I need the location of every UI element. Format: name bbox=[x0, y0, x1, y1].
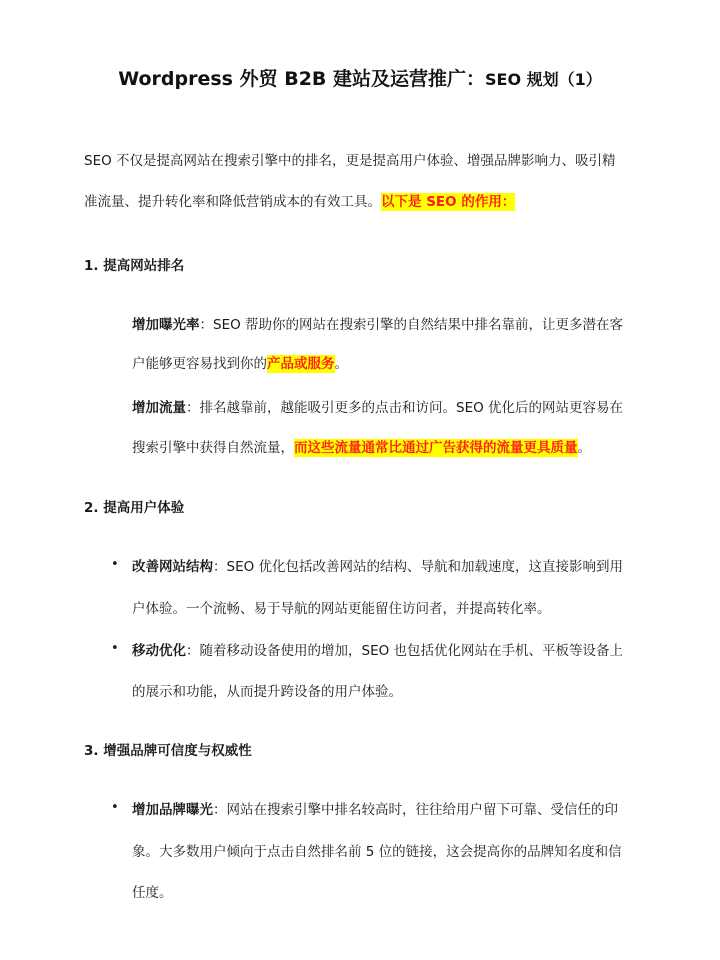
s1-item1-text1: ：SEO 帮助你的网站在搜索引擎的自然结果中排名靠前，让更多潜在客 bbox=[199, 317, 624, 333]
s2-item1-term: 改善网站结构 bbox=[132, 559, 213, 575]
s1-item2-tail: 。 bbox=[577, 440, 591, 456]
s3-item1-line2: 象。大多数用户倾向于点击自然排名前 5 位的链接，这会提高你的品牌知名度和信 bbox=[132, 844, 622, 860]
s2-item2-line1 bbox=[132, 639, 623, 659]
title-sub: SEO 规划（1） bbox=[485, 70, 602, 89]
section-3-heading: 3. 增强品牌可信度与权威性 bbox=[84, 743, 252, 759]
s2-item2-line2: 的展示和功能，从而提升跨设备的用户体验。 bbox=[132, 684, 402, 700]
intro-highlight: 以下是 SEO 的作用： bbox=[381, 194, 516, 210]
s1-item2-highlight: 而这些流量通常比通过广告获得的流量更具质量 bbox=[294, 440, 578, 456]
title-main: Wordpress 外贸 B2B 建站及运营推广： bbox=[118, 68, 486, 90]
s1-item1-tail: 。 bbox=[334, 356, 348, 372]
section-1-heading: 1. 提高网站排名 bbox=[84, 258, 185, 274]
s2-item2-term: 移动优化 bbox=[132, 643, 186, 659]
s1-item1-term: 增加曝光率 bbox=[132, 317, 200, 333]
s3-item1-line3: 任度。 bbox=[132, 885, 173, 901]
s3-item1-term: 增加品牌曝光 bbox=[132, 802, 213, 818]
s1-item2-text2: 搜索引擎中获得自然流量， bbox=[132, 440, 294, 456]
intro-line-1: SEO 不仅是提高网站在搜索引擎中的排名，更是提高用户体验、增强品牌影响力、吸引精 bbox=[84, 153, 616, 169]
s2-item2-text1: ：随着移动设备使用的增加，SEO 也包括优化网站在手机、平板等设备上 bbox=[186, 643, 624, 659]
s1-item2-text1: ：排名越靠前，越能吸引更多的点击和访问。SEO 优化后的网站更容易在 bbox=[186, 400, 624, 416]
page-title bbox=[0, 64, 720, 91]
s1-item2-line1 bbox=[132, 396, 623, 416]
s1-item1-highlight: 产品或服务 bbox=[267, 356, 335, 372]
intro-line-2 bbox=[84, 190, 515, 210]
s2-item1-line2: 户体验。一个流畅、易于导航的网站更能留住访问者，并提高转化率。 bbox=[132, 601, 551, 617]
s2-item1-text1: ：SEO 优化包括改善网站的结构、导航和加载速度，这直接影响到用 bbox=[213, 559, 624, 575]
s3-item1-bullet: • bbox=[111, 800, 119, 815]
s1-item1-text2: 户能够更容易找到你的 bbox=[132, 356, 267, 372]
s2-item1-line1 bbox=[132, 555, 623, 575]
section-2-heading: 2. 提高用户体验 bbox=[84, 500, 185, 516]
s2-item1-bullet: • bbox=[111, 557, 119, 572]
s3-item1-text1: ：网站在搜索引擎中排名较高时，往往给用户留下可靠、受信任的印 bbox=[213, 802, 618, 818]
s1-item2-line2 bbox=[132, 436, 591, 456]
s1-item1-line1 bbox=[132, 313, 623, 333]
s1-item2-term: 增加流量 bbox=[132, 400, 186, 416]
s1-item1-line2 bbox=[132, 352, 348, 372]
intro-line-2-text: 准流量、提升转化率和降低营销成本的有效工具。 bbox=[84, 194, 381, 210]
s2-item2-bullet: • bbox=[111, 641, 119, 656]
s3-item1-line1 bbox=[132, 798, 618, 818]
